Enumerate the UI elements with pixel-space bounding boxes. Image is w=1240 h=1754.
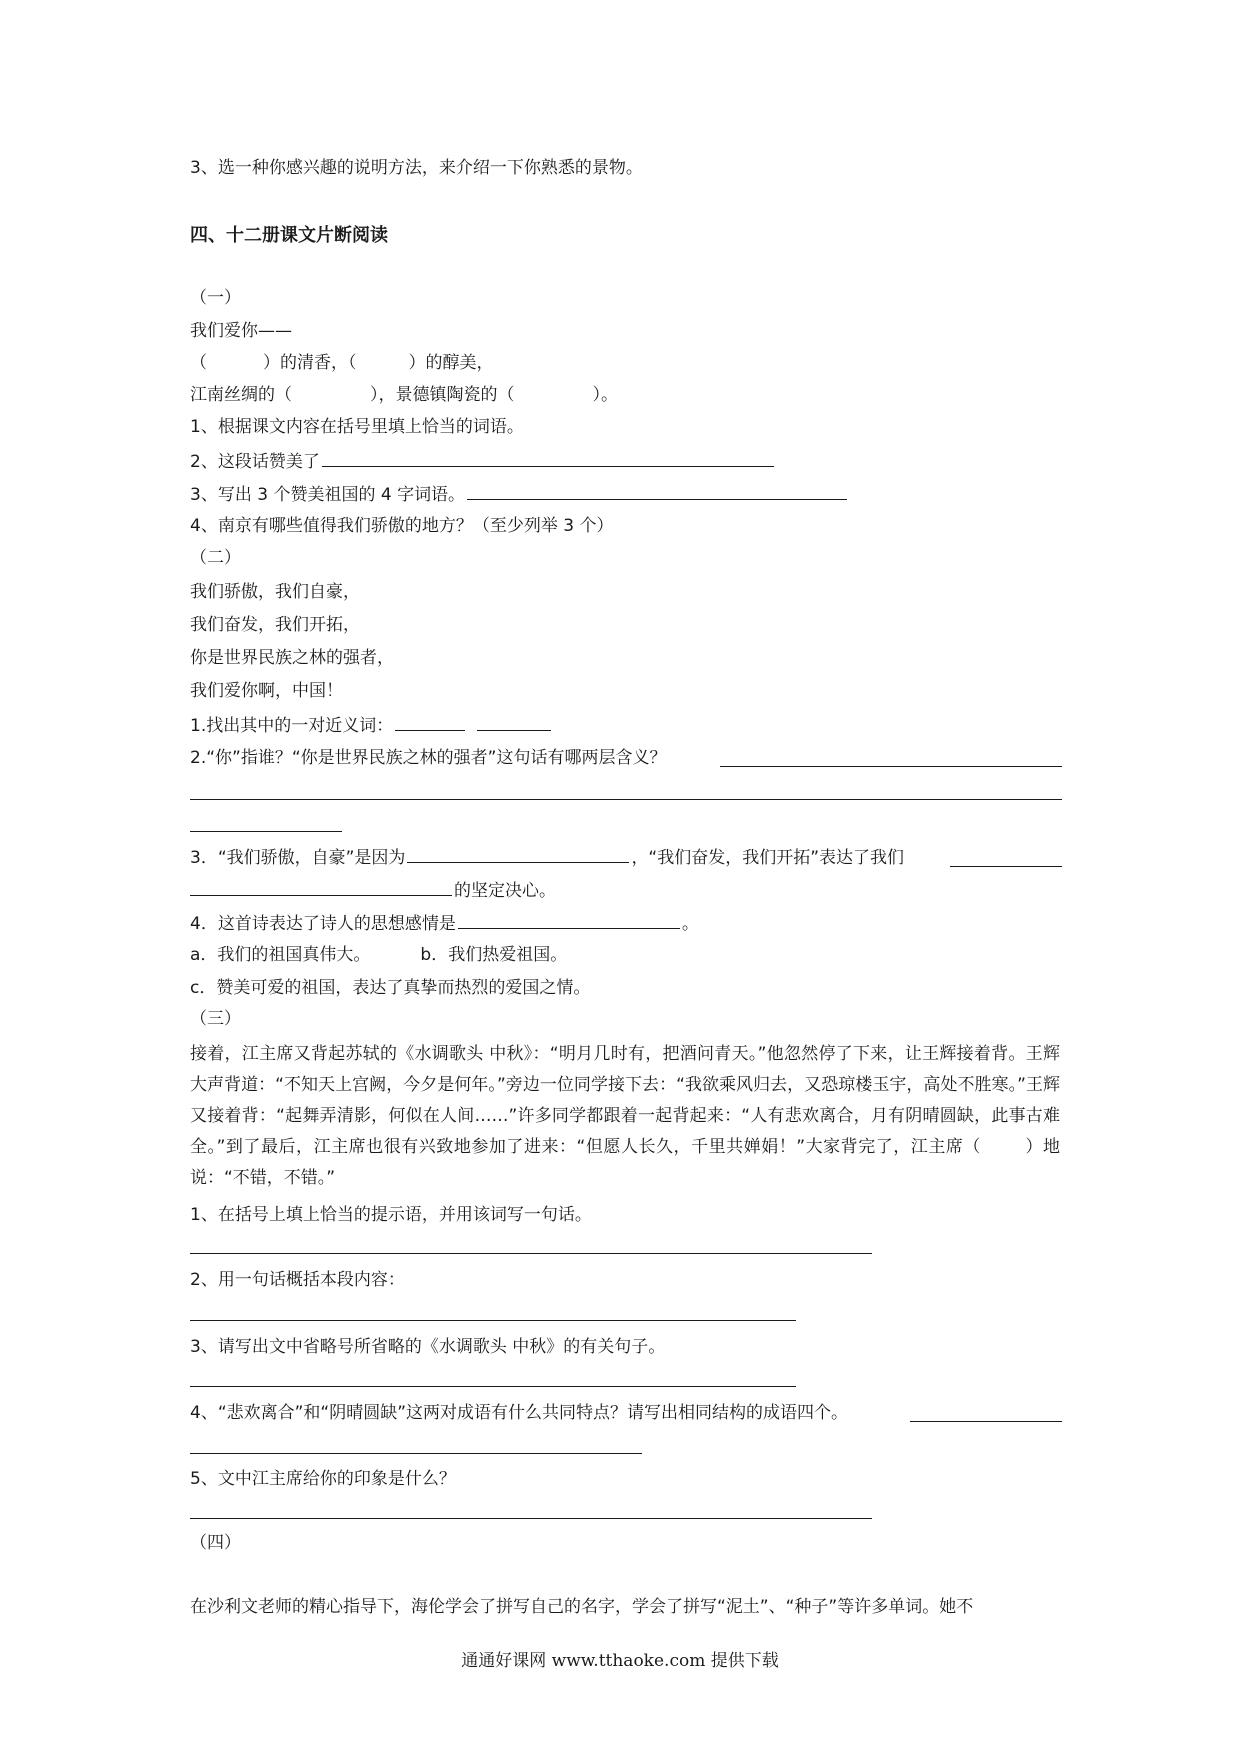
text: 1.找出其中的一对近义词：: [190, 716, 394, 736]
text: 4．这首诗表达了诗人的思想感情是: [190, 914, 456, 934]
text: 的坚定决心。: [454, 881, 556, 901]
answer-line[interactable]: [190, 1518, 872, 1519]
part3-question-5: 5、文中江主席给你的印象是什么？: [190, 1469, 456, 1489]
part1-poem-line2: [190, 351, 494, 375]
part1-question-2: [190, 448, 776, 474]
part3-question-3: 3、请写出文中省略号所省略的《水调歌头 中秋》的有关句子。: [190, 1337, 666, 1357]
answer-line[interactable]: [190, 1453, 642, 1454]
text: 。: [681, 914, 699, 934]
answer-blank[interactable]: [467, 481, 847, 500]
answer-line[interactable]: [190, 831, 342, 832]
part2-question-1: [190, 712, 553, 738]
text: 接着，江主席又背起苏轼的《水调歌头 中秋》：“明月几时有，把酒问青天。”他忽然停了下来，让王辉接着背。王辉大声背道：“不知天上宫阙，今夕是何年。”旁边一位同学接下去：“我欲乘风归去，又恐琼楼玉宇，高处不胜寒。”王辉又接着背：“起舞弄清影，何似在人间……”许多同学都跟着一起背起来：“人有悲欢离合，月有阴晴圆缺，此事古难全。”到了最后，江主席也很有兴致地参加了进来：“但愿人长久，千里共婵娟！”大家背完了，江主席（: [190, 1044, 1060, 1157]
answer-blank[interactable]: [322, 448, 774, 467]
part3-question-2: 2、用一句话概括本段内容：: [190, 1270, 405, 1290]
answer-blank[interactable]: [477, 712, 551, 731]
text: 2.“你”指谁？“你是世界民族之林的强者”这句话有哪两层含义？: [190, 748, 667, 768]
part4-passage: 在沙利文老师的精心指导下，海伦学会了拼写自己的名字，学会了拼写“泥土”、“种子”等许多单词。她不: [190, 1597, 974, 1617]
part2-question-4: [190, 910, 699, 936]
text: ），景德镇陶瓷的（: [370, 385, 515, 405]
answer-blank[interactable]: [458, 910, 680, 929]
answer-blank[interactable]: [190, 877, 452, 896]
answer-line[interactable]: [190, 1320, 796, 1321]
part2-label: （二）: [190, 548, 241, 568]
answer-line[interactable]: [190, 1253, 872, 1254]
part1-label: （一）: [190, 288, 241, 308]
part2-poem-line: 我们爱你啊，中国！: [190, 681, 343, 701]
footer-credit: 通通好课网 www.tthaoke.com 提供下载: [461, 1651, 779, 1671]
part3-question-4: [190, 1401, 848, 1425]
option-b: b．我们热爱祖国。: [420, 945, 568, 965]
text: 4、“悲欢离合”和“阴晴圆缺”这两对成语有什么共同特点？请写出相同结构的成语四个。: [190, 1403, 849, 1423]
part2-question-2: [190, 746, 666, 770]
section-title: 四、十二册课文片断阅读: [190, 225, 388, 246]
part2-poem-line: 我们骄傲，我们自豪，: [190, 582, 360, 602]
part2-options-ab: [190, 943, 567, 967]
text: 3、写出 3 个赞美祖国的 4 字词语。: [190, 485, 466, 505]
part1-poem-line3: [190, 383, 618, 407]
answer-blank[interactable]: [407, 844, 629, 863]
part2-poem-line: 你是世界民族之林的强者，: [190, 648, 394, 668]
text: ）的清香，（: [263, 353, 357, 373]
part3-question-1: 1、在括号上填上恰当的提示语，并用该词写一句话。: [190, 1205, 592, 1225]
text: ，“我们奋发，我们开拓”表达了我们: [631, 848, 905, 868]
part2-poem-line: 我们奋发，我们开拓，: [190, 615, 360, 635]
part2-question-3-cont: [190, 877, 556, 903]
answer-line[interactable]: [190, 799, 1062, 800]
part3-label: （三）: [190, 1009, 241, 1029]
part2-option-c: c．赞美可爱的祖国，表达了真挚而热烈的爱国之情。: [190, 978, 591, 998]
question-3-top: 3、选一种你感兴趣的说明方法，来介绍一下你熟悉的景物。: [190, 158, 643, 178]
answer-line[interactable]: [720, 766, 1062, 767]
part1-poem-line1: 我们爱你——: [190, 321, 292, 341]
part2-question-3: [190, 844, 904, 870]
text: （: [190, 353, 207, 373]
text: ）的醇美，: [408, 353, 494, 373]
part4-label: （四）: [190, 1533, 241, 1553]
text: 3．“我们骄傲，自豪”是因为: [190, 848, 406, 868]
answer-line[interactable]: [190, 1386, 796, 1387]
answer-line[interactable]: [950, 866, 1062, 867]
text: 江南丝绸的（: [190, 385, 292, 405]
text: ）。: [592, 385, 618, 405]
answer-blank[interactable]: [395, 712, 465, 731]
part1-question-3: [190, 481, 849, 507]
text: 2、这段话赞美了: [190, 452, 320, 472]
text: ）地说：“不错，不错。”: [190, 1137, 1061, 1188]
part1-question-1: 1、根据课文内容在括号里填上恰当的词语。: [190, 417, 524, 437]
part3-passage: [190, 1039, 1060, 1194]
option-a: a．我们的祖国真伟大。: [190, 945, 371, 965]
part1-question-4: 4、南京有哪些值得我们骄傲的地方？（至少列举 3 个）: [190, 516, 614, 536]
answer-line[interactable]: [910, 1421, 1062, 1422]
